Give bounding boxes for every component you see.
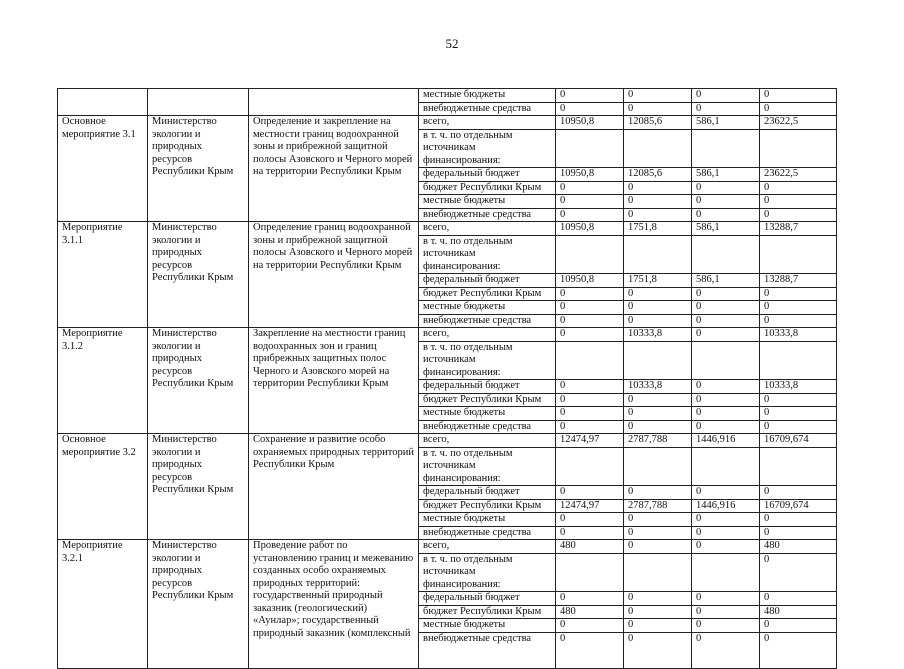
value-cell: 0: [624, 181, 692, 195]
value-cell: 0: [624, 301, 692, 315]
source-label: всего,: [419, 328, 556, 342]
value-cell: 10950,8: [556, 274, 624, 288]
value-cell: 1446,916: [692, 499, 760, 513]
value-cell: [624, 235, 692, 274]
activity-name: Мероприятие 3.1.1: [58, 222, 148, 328]
activity-description: Сохранение и развитие особо охраняемых природных территорий Республики Крым: [249, 434, 419, 540]
value-cell: 0: [624, 102, 692, 116]
value-cell: [692, 341, 760, 380]
value-cell: 0: [556, 513, 624, 527]
value-cell: [624, 129, 692, 168]
value-cell: [760, 341, 837, 380]
value-cell: [624, 341, 692, 380]
value-cell: [692, 553, 760, 592]
value-cell: 0: [624, 619, 692, 633]
source-label: внебюджетные средства: [419, 314, 556, 328]
source-label: местные бюджеты: [419, 513, 556, 527]
value-cell: 586,1: [692, 116, 760, 130]
value-cell: 10333,8: [760, 380, 837, 394]
value-cell: 0: [624, 420, 692, 434]
value-cell: 0: [692, 513, 760, 527]
source-label: местные бюджеты: [419, 195, 556, 209]
value-cell: 0: [692, 208, 760, 222]
source-label: бюджет Республики Крым: [419, 181, 556, 195]
value-cell: [556, 341, 624, 380]
value-cell: 0: [760, 632, 837, 668]
value-cell: 0: [556, 632, 624, 668]
source-label: федеральный бюджет: [419, 168, 556, 182]
table-row: [58, 222, 837, 236]
value-cell: 0: [624, 89, 692, 103]
source-label: федеральный бюджет: [419, 592, 556, 606]
value-cell: 0: [556, 526, 624, 540]
value-cell: 0: [760, 393, 837, 407]
value-cell: 0: [692, 393, 760, 407]
value-cell: 480: [760, 605, 837, 619]
value-cell: [556, 129, 624, 168]
source-label: внебюджетные средства: [419, 632, 556, 668]
table-row: [58, 116, 837, 130]
value-cell: 0: [760, 619, 837, 633]
source-label: в т. ч. по отдельным источникам финансирования:: [419, 553, 556, 592]
value-cell: 0: [624, 526, 692, 540]
source-label: бюджет Республики Крым: [419, 287, 556, 301]
value-cell: 0: [760, 195, 837, 209]
value-cell: 586,1: [692, 222, 760, 236]
value-cell: 0: [760, 314, 837, 328]
value-cell: 0: [760, 553, 837, 592]
value-cell: 0: [556, 314, 624, 328]
activity-executor: Министерство экологии и природных ресурсов Республики Крым: [148, 540, 249, 669]
value-cell: 10950,8: [556, 116, 624, 130]
value-cell: 0: [692, 619, 760, 633]
value-cell: 0: [760, 420, 837, 434]
value-cell: 0: [556, 328, 624, 342]
value-cell: 0: [624, 393, 692, 407]
value-cell: 13288,7: [760, 274, 837, 288]
source-label: федеральный бюджет: [419, 380, 556, 394]
source-label: местные бюджеты: [419, 89, 556, 103]
value-cell: 0: [556, 407, 624, 421]
value-cell: 0: [760, 301, 837, 315]
value-cell: 0: [692, 89, 760, 103]
value-cell: 480: [556, 605, 624, 619]
source-label: всего,: [419, 116, 556, 130]
value-cell: 0: [624, 513, 692, 527]
executor-cell: [148, 89, 249, 116]
value-cell: 0: [556, 592, 624, 606]
value-cell: 1446,916: [692, 434, 760, 448]
description-cell: [249, 89, 419, 116]
value-cell: 1751,8: [624, 222, 692, 236]
source-label: внебюджетные средства: [419, 420, 556, 434]
value-cell: [760, 447, 837, 486]
name-cell: [58, 89, 148, 116]
value-cell: 0: [624, 592, 692, 606]
budget-table: [57, 88, 837, 669]
value-cell: 23622,5: [760, 116, 837, 130]
page-number: 52: [445, 36, 459, 51]
value-cell: 0: [760, 592, 837, 606]
value-cell: 10333,8: [624, 328, 692, 342]
value-cell: 0: [692, 328, 760, 342]
source-label: федеральный бюджет: [419, 274, 556, 288]
source-label: в т. ч. по отдельным источникам финансирования:: [419, 129, 556, 168]
value-cell: 10333,8: [624, 380, 692, 394]
value-cell: 0: [556, 619, 624, 633]
source-label: в т. ч. по отдельным источникам финансирования:: [419, 341, 556, 380]
value-cell: 23622,5: [760, 168, 837, 182]
value-cell: [624, 447, 692, 486]
value-cell: 0: [624, 605, 692, 619]
value-cell: [556, 447, 624, 486]
value-cell: [556, 553, 624, 592]
table-row: [58, 89, 837, 103]
value-cell: 0: [760, 181, 837, 195]
value-cell: 0: [692, 287, 760, 301]
value-cell: 2787,788: [624, 499, 692, 513]
value-cell: 0: [556, 486, 624, 500]
value-cell: 0: [556, 301, 624, 315]
value-cell: 586,1: [692, 274, 760, 288]
value-cell: 0: [760, 102, 837, 116]
value-cell: 0: [556, 181, 624, 195]
value-cell: 1751,8: [624, 274, 692, 288]
value-cell: 0: [760, 407, 837, 421]
source-label: местные бюджеты: [419, 407, 556, 421]
value-cell: 0: [556, 380, 624, 394]
value-cell: 0: [624, 287, 692, 301]
source-label: всего,: [419, 540, 556, 554]
value-cell: 0: [556, 208, 624, 222]
value-cell: 0: [556, 102, 624, 116]
source-label: бюджет Республики Крым: [419, 393, 556, 407]
value-cell: [692, 447, 760, 486]
value-cell: 0: [760, 526, 837, 540]
activity-description: Проведение работ по установлению границ и межеванию созданных особо охраняемых природных территорий: государственный природный заказник (геологический) «Аунлар»; государственный природный заказник (комплексный: [249, 540, 419, 669]
value-cell: 10333,8: [760, 328, 837, 342]
value-cell: 0: [692, 526, 760, 540]
value-cell: 0: [624, 486, 692, 500]
source-label: местные бюджеты: [419, 301, 556, 315]
table-row: [58, 328, 837, 342]
value-cell: 0: [692, 420, 760, 434]
value-cell: 0: [760, 513, 837, 527]
activity-description: Определение и закрепление на местности границ водоохранной зоны и прибрежной защитной полосы Азовского и Черного морей на территории Республики Крым: [249, 116, 419, 222]
source-label: всего,: [419, 434, 556, 448]
value-cell: 0: [692, 301, 760, 315]
value-cell: 0: [760, 89, 837, 103]
value-cell: [760, 235, 837, 274]
value-cell: 10950,8: [556, 222, 624, 236]
value-cell: 0: [692, 195, 760, 209]
value-cell: 0: [692, 605, 760, 619]
source-label: бюджет Республики Крым: [419, 605, 556, 619]
activity-description: Закрепление на местности границ водоохранных зон и границ прибрежных защитных полос Черного и Азовского морей на территории Республики Крым: [249, 328, 419, 434]
value-cell: 480: [760, 540, 837, 554]
source-label: бюджет Республики Крым: [419, 499, 556, 513]
value-cell: 0: [692, 486, 760, 500]
value-cell: [760, 129, 837, 168]
value-cell: [692, 129, 760, 168]
value-cell: 0: [556, 420, 624, 434]
value-cell: 16709,674: [760, 499, 837, 513]
value-cell: [556, 235, 624, 274]
source-label: всего,: [419, 222, 556, 236]
value-cell: 0: [692, 632, 760, 668]
value-cell: 0: [760, 287, 837, 301]
value-cell: 0: [624, 208, 692, 222]
value-cell: 0: [692, 407, 760, 421]
value-cell: 0: [556, 89, 624, 103]
activity-name: Основное мероприятие 3.2: [58, 434, 148, 540]
source-label: внебюджетные средства: [419, 526, 556, 540]
activity-name: Мероприятие 3.1.2: [58, 328, 148, 434]
value-cell: 0: [556, 195, 624, 209]
source-label: внебюджетные средства: [419, 208, 556, 222]
value-cell: 0: [692, 592, 760, 606]
value-cell: 13288,7: [760, 222, 837, 236]
activity-executor: Министерство экологии и природных ресурсов Республики Крым: [148, 222, 249, 328]
activity-executor: Министерство экологии и природных ресурсов Республики Крым: [148, 434, 249, 540]
value-cell: 12474,97: [556, 434, 624, 448]
value-cell: 10950,8: [556, 168, 624, 182]
table-row: [58, 540, 837, 554]
value-cell: [692, 235, 760, 274]
value-cell: 0: [624, 632, 692, 668]
value-cell: 0: [556, 393, 624, 407]
value-cell: 0: [692, 380, 760, 394]
source-label: в т. ч. по отдельным источникам финансирования:: [419, 235, 556, 274]
table-row: [58, 434, 837, 448]
activity-description: Определение границ водоохранной зоны и прибрежной защитной полосы Азовского и Черного морей на территории Республики Крым: [249, 222, 419, 328]
value-cell: 480: [556, 540, 624, 554]
source-label: федеральный бюджет: [419, 486, 556, 500]
value-cell: 0: [624, 407, 692, 421]
value-cell: 12474,97: [556, 499, 624, 513]
source-label: местные бюджеты: [419, 619, 556, 633]
value-cell: 2787,788: [624, 434, 692, 448]
value-cell: 0: [692, 181, 760, 195]
value-cell: 0: [760, 486, 837, 500]
value-cell: 0: [624, 195, 692, 209]
value-cell: 12085,6: [624, 116, 692, 130]
value-cell: 16709,674: [760, 434, 837, 448]
value-cell: 0: [760, 208, 837, 222]
value-cell: 0: [692, 102, 760, 116]
value-cell: 0: [624, 540, 692, 554]
value-cell: 0: [556, 287, 624, 301]
value-cell: [624, 553, 692, 592]
activity-executor: Министерство экологии и природных ресурсов Республики Крым: [148, 116, 249, 222]
activity-name: Основное мероприятие 3.1: [58, 116, 148, 222]
source-label: внебюджетные средства: [419, 102, 556, 116]
value-cell: 586,1: [692, 168, 760, 182]
activity-executor: Министерство экологии и природных ресурсов Республики Крым: [148, 328, 249, 434]
value-cell: 0: [692, 314, 760, 328]
source-label: в т. ч. по отдельным источникам финансирования:: [419, 447, 556, 486]
value-cell: 12085,6: [624, 168, 692, 182]
value-cell: 0: [624, 314, 692, 328]
value-cell: 0: [692, 540, 760, 554]
activity-name: Мероприятие 3.2.1: [58, 540, 148, 669]
